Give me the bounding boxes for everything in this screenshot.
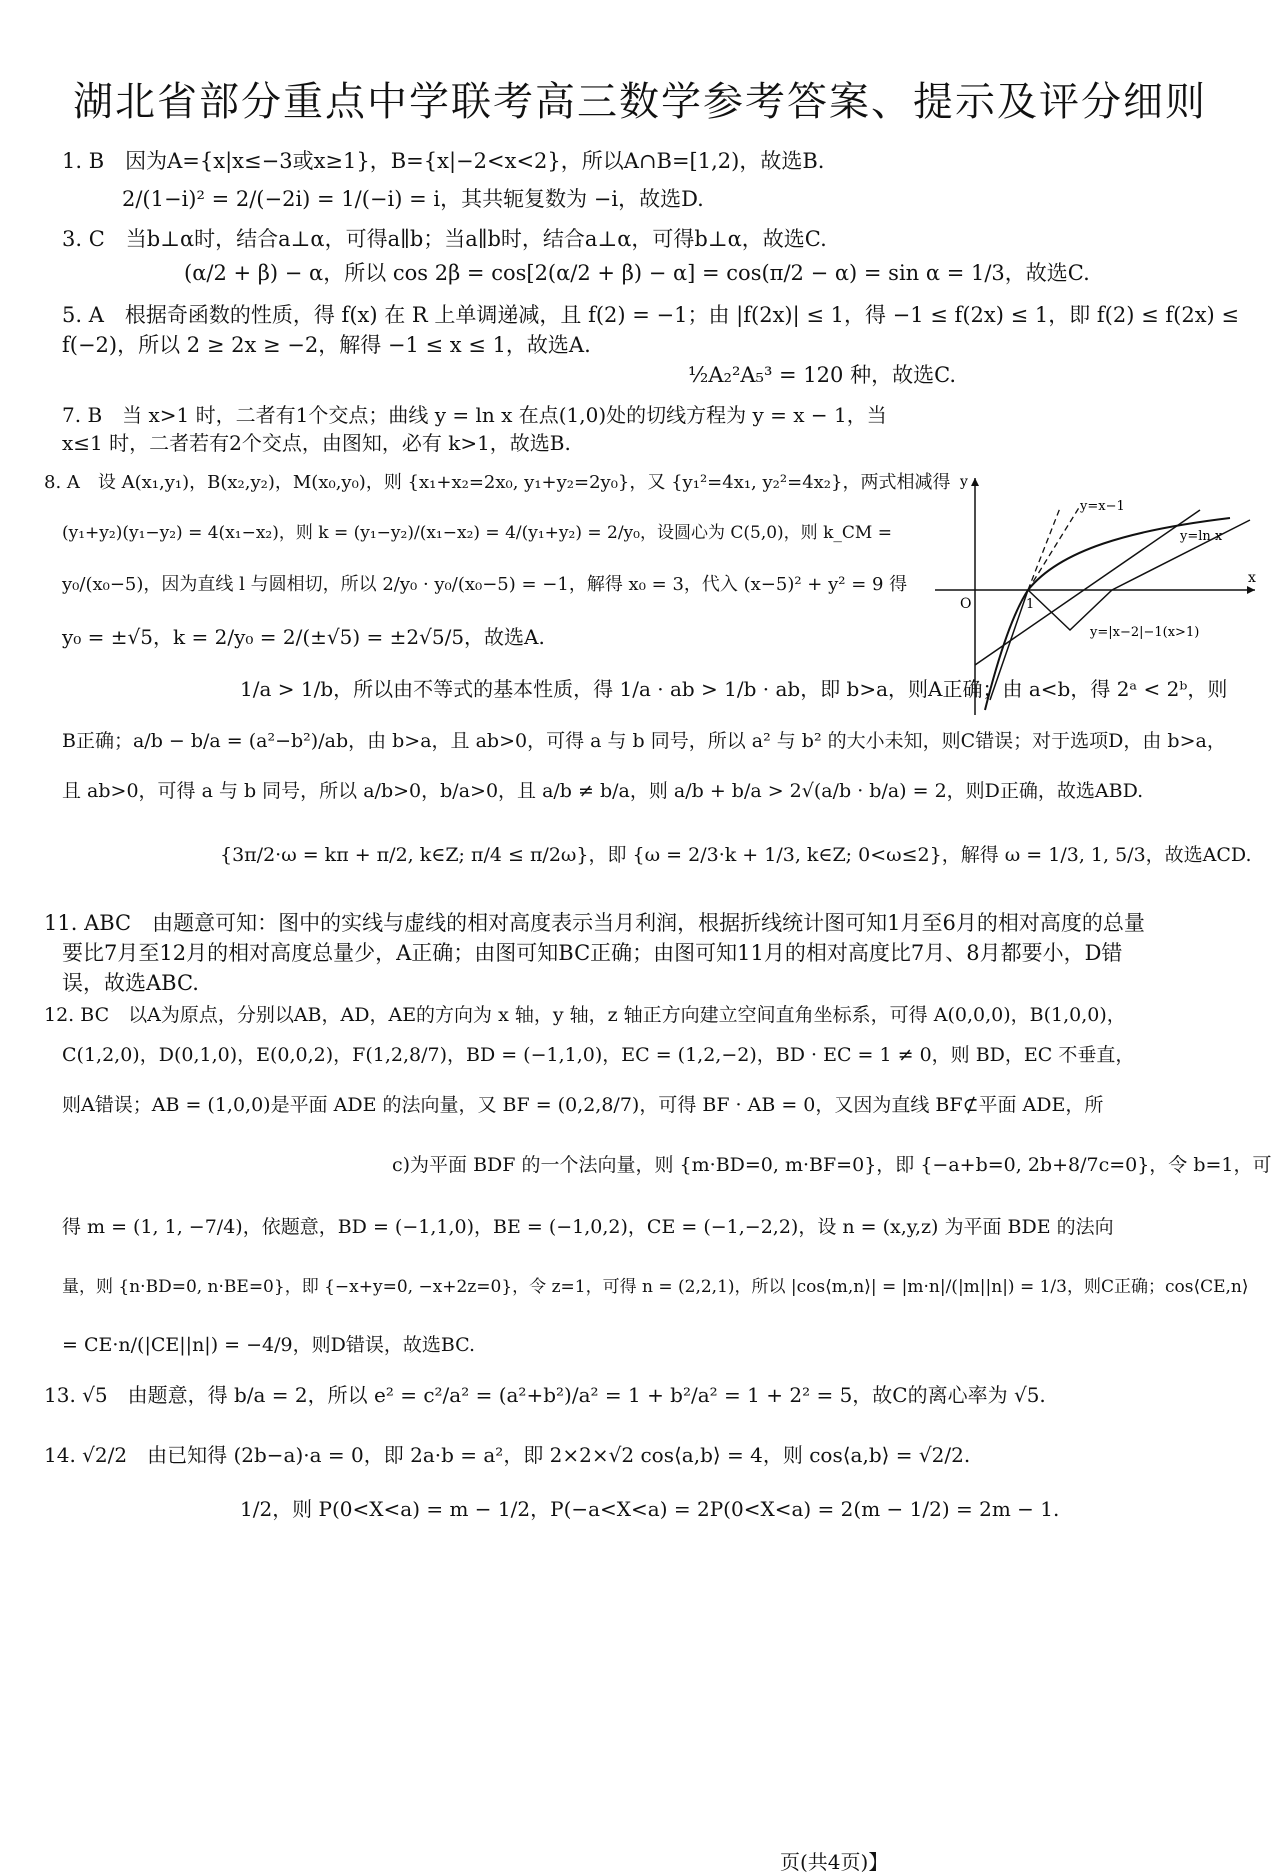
function-graph-figure (930, 470, 1260, 720)
answer-4: (α/2 + β) − α，所以 cos 2β = cos[2(α/2 + β) − α] = cos(π/2 − α) = sin α = 1/3，故选C. (184, 261, 1090, 285)
ln-label: y=ln x (1180, 529, 1223, 544)
answer-12c: 则A错误；AB = (1,0,0)是平面 ADE 的法向量，又 BF = (0,2,8/7)，可得 BF · AB = 0，又因为直线 BF⊄平面 ADE，所 (62, 1094, 1104, 1116)
answer-8d: y₀ = ±√5，k = 2/y₀ = 2/(±√5) = ±2√5/5，故选A. (62, 625, 545, 649)
answer-11b: 要比7月至12月的相对高度总量少，A正确；由图可知BC正确；由图可知11月的相对高度比7月、8月都要小，D错 (62, 941, 1123, 965)
answer-2: 2/(1−i)² = 2/(−2i) = 1/(−i) = i，其共轭复数为 −i，故选D. (122, 187, 704, 211)
answer-7a: 7. B 当 x>1 时，二者有1个交点；曲线 y = ln x 在点(1,0)处的切线方程为 y = x − 1，当 (62, 403, 887, 427)
answer-6: ½A₂²A₅³ = 120 种，故选C. (688, 363, 957, 387)
answer-5b: f(−2)，所以 2 ≥ 2x ≥ −2，解得 −1 ≤ x ≤ 1，故选A. (62, 333, 591, 357)
answer-12a: 12. BC 以A为原点，分别以AB，AD，AE的方向为 x 轴，y 轴，z 轴正方向建立空间直角坐标系，可得 A(0,0,0)，B(1,0,0)， (44, 1004, 1126, 1026)
page-title: 湖北省部分重点中学联考高三数学参考答案、提示及评分细则 (73, 79, 1207, 125)
answer-12f: 量，则 {n·BD=0, n·BE=0}，即 {−x+y=0, −x+2z=0}，令 z=1，可得 n = (2,2,1)，所以 |cos⟨m,n⟩| = |m·n|/(|m||n|) = 1/3，则C正确；cos⟨CE,n⟩ (62, 1277, 1249, 1297)
answer-9a: 1/a > 1/b，所以由不等式的基本性质，得 1/a · ab > 1/b · ab，即 b>a，则A正确；由 a<b，得 2ᵃ < 2ᵇ，则 (240, 677, 1228, 701)
tangent-line (975, 510, 1200, 665)
answer-15: 1/2，则 P(0<X<a) = m − 1/2，P(−a<X<a) = 2P(0<X<a) = 2(m − 1/2) = 2m − 1. (240, 1497, 1060, 1521)
answer-9c: 且 ab>0，可得 a 与 b 同号，所以 a/b>0，b/a>0，且 a/b ≠ b/a，则 a/b + b/a > 2√(a/b · b/a) = 2，则D正确，故选ABD. (62, 780, 1144, 802)
answer-8b: (y₁+y₂)(y₁−y₂) = 4(x₁−x₂)，则 k = (y₁−y₂)/(x₁−x₂) = 4/(y₁+y₂) = 2/y₀，设圆心为 C(5,0)，则 k_CM = (62, 523, 892, 543)
answer-3: 3. C 当b⊥α时，结合a⊥α，可得a∥b；当a∥b时，结合a⊥α，可得b⊥α，故选C. (62, 227, 827, 251)
answer-12e: 得 m = (1, 1, −7/4)，依题意，BD = (−1,1,0)，BE = (−1,0,2)，CE = (−1,−2,2)，设 n = (x,y,z) 为平面 BDE 的法向 (62, 1216, 1114, 1238)
tangent-label: y=x−1 (1080, 499, 1125, 514)
answer-7b: x≤1 时，二者若有2个交点，由图知，必有 k>1，故选B. (62, 431, 571, 455)
answer-13: 13. √5 由题意，得 b/a = 2，所以 e² = c²/a² = (a²+b²)/a² = 1 + b²/a² = 1 + 2² = 5，故C的离心率为 √5. (44, 1383, 1046, 1407)
page-footer: 页(共4页)】 (780, 1850, 889, 1874)
dashed-line-1 (1028, 506, 1080, 590)
answer-11a: 11. ABC 由题意可知：图中的实线与虚线的相对高度表示当月利润，根据折线统计图可知1月至6月的相对高度的总量 (44, 911, 1145, 935)
answer-12b: C(1,2,0)，D(0,1,0)，E(0,0,2)，F(1,2,8/7)，BD = (−1,1,0)，EC = (1,2,−2)，BD · EC = 1 ≠ 0，则 BD，EC 不垂直， (62, 1044, 1135, 1066)
answer-14: 14. √2/2 由已知得 (2b−a)·a = 0，即 2a·b = a²，即 2×2×√2 cos⟨a,b⟩ = 4，则 cos⟨a,b⟩ = √2/2. (44, 1443, 971, 1467)
tick-one-label: 1 (1026, 597, 1035, 612)
answer-1: 1. B 因为A={x|x≤−3或x≥1}，B={x|−2<x<2}，所以A∩B=[1,2)，故选B. (62, 149, 825, 173)
answer-8c: y₀/(x₀−5)，因为直线 l 与圆相切，所以 2/y₀ · y₀/(x₀−5) = −1，解得 x₀ = 3，代入 (x−5)² + y² = 9 得 (62, 574, 908, 595)
answer-5a: 5. A 根据奇函数的性质，得 f(x) 在 R 上单调递减，且 f(2) = −1；由 |f(2x)| ≤ 1，得 −1 ≤ f(2x) ≤ 1，即 f(2) ≤ f(2x) ≤ (62, 303, 1240, 327)
ln-curve (985, 518, 1230, 710)
x-axis-label: x (1248, 570, 1256, 586)
y-axis-label: y (960, 474, 968, 490)
answer-8a: 8. A 设 A(x₁,y₁)，B(x₂,y₂)，M(x₀,y₀)，则 {x₁+x₂=2x₀, y₁+y₂=2y₀}，又 {y₁²=4x₁, y₂²=4x₂}，两式相减得 (44, 472, 951, 493)
origin-label: O (960, 596, 972, 612)
answer-11c: 误，故选ABC. (62, 971, 199, 995)
abs-label: y=|x−2|−1(x>1) (1090, 625, 1200, 640)
answer-10: {3π/2·ω = kπ + π/2, k∈Z; π/4 ≤ π/2ω}，即 {ω = 2/3·k + 1/3, k∈Z; 0<ω≤2}，解得 ω = 1/3, 1, 5/3，故选ACD. (220, 844, 1252, 866)
answer-12d: c)为平面 BDF 的一个法向量，则 {m·BD=0, m·BF=0}，即 {−a+b=0, 2b+8/7c=0}，令 b=1，可 (392, 1154, 1272, 1176)
steep-line (990, 590, 1028, 700)
dashed-line-2 (1028, 508, 1060, 590)
answer-12g: = CE·n/(|CE||n|) = −4/9，则D错误，故选BC. (62, 1334, 476, 1356)
answer-9b: B正确；a/b − b/a = (a²−b²)/ab，由 b>a，且 ab>0，可得 a 与 b 同号，所以 a² 与 b² 的大小未知，则C错误；对于选项D，由 b>a， (62, 730, 1226, 752)
